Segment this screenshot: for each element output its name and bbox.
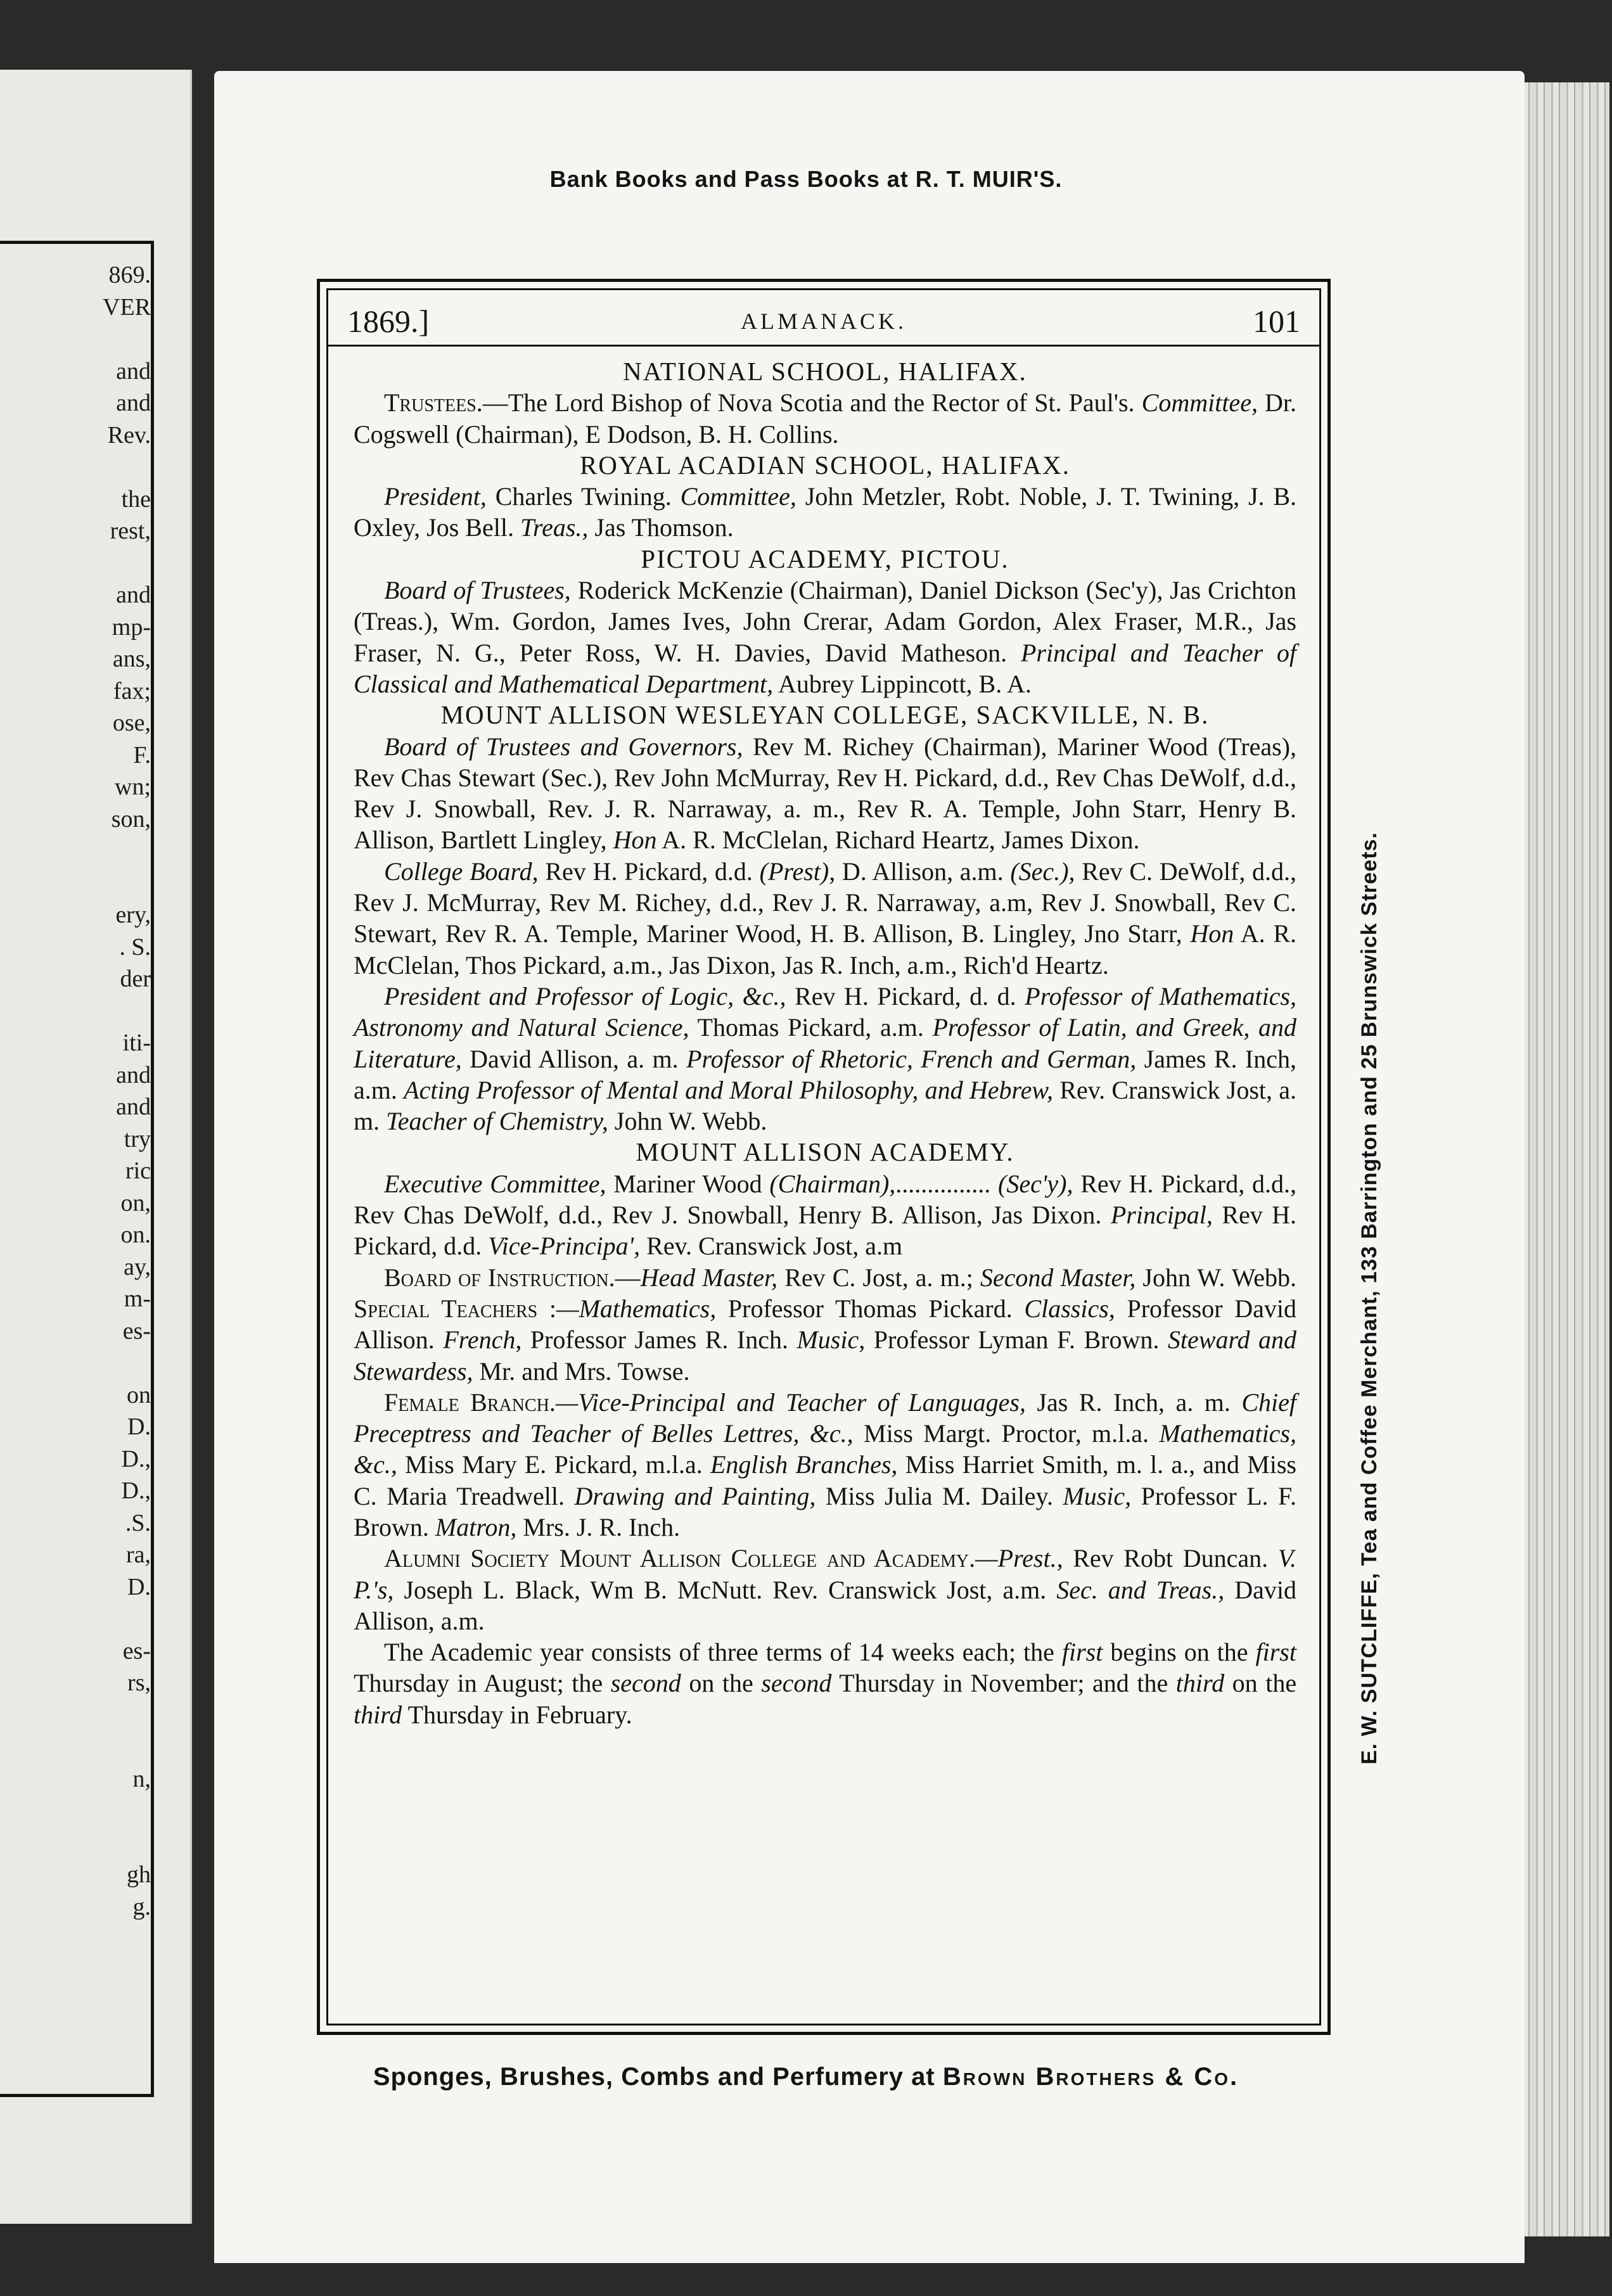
mathematics-label: Mathematics, &c., — [354, 1419, 1296, 1479]
left-page-line: the — [121, 485, 151, 513]
dash: — — [615, 1263, 641, 1292]
matron-text: Mrs. J. R. Inch. — [523, 1512, 681, 1541]
chemistry-teacher-text: John W. Webb. — [614, 1107, 767, 1136]
academy-executive-committee — [354, 1168, 1296, 1262]
vice-principal-label: Vice-Principa', — [488, 1232, 641, 1261]
header-title: ALMANACK. — [740, 309, 907, 334]
prest-label: —Prest., — [975, 1544, 1063, 1573]
bottom-advertisement — [0, 2063, 1612, 2091]
text-frame-inner — [326, 288, 1321, 2025]
classics-label: Classics, — [1024, 1294, 1115, 1323]
left-page-line: gh — [127, 1861, 151, 1888]
left-page-line: iti- — [122, 1030, 151, 1056]
pictou-academy-entry — [354, 575, 1296, 699]
note-text: The Academic year consists of three terms of 14 weeks each; the — [384, 1638, 1054, 1667]
left-page-line: on, — [120, 1189, 151, 1216]
page-content — [354, 356, 1296, 1730]
heading-mount-allison-college: MOUNT ALLISON WESLEYAN COLLEGE, SACKVILLE, N. B. — [440, 700, 1210, 730]
left-page-line: and — [116, 582, 151, 608]
left-page-line: m- — [124, 1285, 151, 1312]
drawing-text: Miss Julia M. Dailey. — [825, 1481, 1053, 1510]
note-text: on the — [1232, 1669, 1297, 1698]
left-page-line: D. — [127, 1413, 151, 1440]
side-advertisement: E. W. SUTCLIFFE, Tea and Coffee Merchant, 133 Barrington and 25 Brunswick Streets. — [1357, 832, 1381, 1764]
trustees-text: —The Lord Bishop of Nova Scotia and the Rector of St. Paul's. — [482, 388, 1135, 418]
left-page-line: rs, — [127, 1669, 151, 1696]
college-board-text: A. R. McClelan, Thos Pickard, a.m., Jas Dixon, Jas R. Inch, a.m., Rich'd Heartz. — [354, 919, 1297, 979]
hon-label: Hon — [613, 826, 657, 855]
board-text: Rev M. Richey (Chairman), Mariner Wood (Treas), Rev Chas Stewart (Sec.), Rev John McMurray, Rev H. Pickard, d.d., Rev Chas DeWolf, d.d., Rev J. Snowball, Rev. J. R. Narraway, a. m., Rev R. A. Temple, John Starr, Henry B. Allison, Bartlett Lingley, — [354, 732, 1296, 855]
left-page-line: and — [116, 1094, 151, 1120]
board-text: Roderick McKenzie (Chairman), Daniel Dickson (Sec'y), Jas Crichton (Treas.), Wm. Gordon, James Ives, John Crerar, Adam Gordon, Alex Fraser, M.R., Jas Fraser, N. G., Peter Ross, W. H. Davies, David Matheson. — [354, 576, 1296, 667]
rhetoric-professor-label: Professor of Rhetoric, French and German, — [686, 1044, 1137, 1073]
sec-treas-text: David Allison, a.m. — [354, 1575, 1297, 1635]
head-master-label: Head Master, — [640, 1263, 778, 1292]
principal-text: Rev H. Pickard, d.d. — [354, 1201, 1297, 1261]
note-emphasis: third — [354, 1700, 402, 1729]
treasurer-text: Jas Thomson. — [594, 513, 734, 542]
treasurer-label: Treas., — [520, 513, 589, 542]
chief-preceptress-text: Miss Margt. Proctor, m.l.a. — [864, 1419, 1149, 1448]
sec-treas-label: Sec. and Treas., — [1056, 1575, 1225, 1604]
sec-label: (Sec.), — [1010, 857, 1075, 886]
latin-professor-text: David Allison, a. m. — [470, 1044, 679, 1073]
vice-presidents-text: Joseph L. Black, Wm B. McNutt. Rev. Cranswick Jost, a.m. — [404, 1575, 1047, 1604]
text-frame — [317, 279, 1331, 2035]
female-branch-label: Female Branch. — [384, 1387, 556, 1417]
mathematics-text: Professor Thomas Pickard. — [727, 1294, 1013, 1323]
academy-female-branch — [354, 1387, 1296, 1543]
college-faculty — [354, 981, 1296, 1137]
heading-mount-allison-academy: MOUNT ALLISON ACADEMY. — [636, 1137, 1014, 1167]
left-page-line: wn; — [115, 774, 151, 800]
left-page-line: g. — [132, 1893, 151, 1920]
leader-dots: ............... — [895, 1169, 991, 1198]
philosophy-professor-label: Acting Professor of Mental and Moral Philosophy, and Hebrew, — [404, 1075, 1054, 1104]
left-page-line: VER — [103, 293, 151, 321]
french-text: Professor James R. Inch. — [530, 1325, 788, 1355]
english-text: Miss Harriet Smith, m. l. a., and Miss C. Maria Treadwell. — [354, 1450, 1296, 1510]
left-page-line: der — [120, 966, 151, 992]
heading-national-school: NATIONAL SCHOOL, HALIFAX. — [623, 357, 1027, 386]
left-page-line: 869. — [108, 262, 151, 288]
left-page-line: on — [127, 1381, 151, 1408]
academic-year-note — [354, 1636, 1296, 1730]
left-page-line: and — [116, 390, 151, 416]
prest-label: (Prest), — [759, 857, 836, 886]
left-page-line: ery, — [115, 902, 151, 928]
english-label: English Branches, — [710, 1450, 898, 1479]
note-text: Thursday in November; and the — [839, 1669, 1168, 1698]
college-board-text: Rev H. Pickard, d.d. — [545, 857, 753, 886]
left-page-line: rest, — [110, 518, 151, 544]
principal-label: Principal, — [1110, 1201, 1213, 1230]
alumni-society-label: Alumni Society Mount Allison College and Academy. — [384, 1544, 976, 1573]
bottom-advert-text: Sponges, Brushes, Combs and Perfumery at — [373, 2063, 943, 2091]
left-page-line: ay, — [124, 1253, 151, 1280]
chief-preceptress-label: Chief Preceptress and Teacher of Belles Lettres, &c., — [354, 1387, 1297, 1448]
left-page-line: ra, — [125, 1541, 151, 1568]
header-rule — [328, 345, 1319, 347]
board-label: Board of Trustees and Governors, — [384, 732, 743, 761]
committee-text: John Metzler, Robt. Noble, J. T. Twining, J. B. Oxley, Jos Bell. — [354, 482, 1297, 542]
chairman-label: (Chairman), — [769, 1169, 896, 1198]
note-emphasis: first — [1061, 1638, 1103, 1667]
secy-label: (Sec'y), — [998, 1169, 1073, 1198]
page-edges — [1514, 82, 1609, 2236]
left-page-line: D., — [121, 1477, 151, 1504]
principal-label: Principal and Teacher of Classical and Mathematical Department, — [354, 638, 1297, 698]
academy-board-of-instruction — [354, 1262, 1296, 1387]
page-number: 101 — [1253, 303, 1300, 339]
exec-committee-text: Mariner Wood — [613, 1169, 762, 1198]
vice-principal-text: Rev. Cranswick Jost, a.m — [646, 1232, 903, 1261]
note-emphasis: third — [1175, 1669, 1225, 1698]
board-tail: A. R. McClelan, Richard Heartz, James Dixon. — [662, 826, 1140, 855]
president-label: President and Professor of Logic, &c., — [384, 981, 786, 1011]
head-master-text: Rev C. Jost, a. m.; — [784, 1263, 973, 1292]
board-of-instruction-label: Board of Instruction. — [384, 1263, 615, 1292]
left-page-line: D., — [121, 1445, 151, 1472]
math-professor-text: Thomas Pickard, a.m. — [697, 1013, 924, 1042]
left-facing-page — [0, 70, 192, 2224]
left-page-line: ric — [125, 1158, 151, 1184]
principal-text: Aubrey Lippincott, B. A. — [777, 669, 1032, 698]
left-page-line: F. — [133, 741, 151, 769]
left-page-line: . S. — [119, 933, 151, 960]
left-page-line: D. — [127, 1573, 151, 1600]
left-page-line: and — [116, 1061, 151, 1088]
matron-label: Matron, — [435, 1512, 517, 1541]
heading-royal-acadian-school: ROYAL ACADIAN SCHOOL, HALIFAX. — [579, 450, 1071, 480]
french-label: French, — [443, 1325, 522, 1355]
steward-label: Steward and Stewardess, — [354, 1325, 1297, 1386]
left-page-line: mp- — [112, 613, 151, 641]
mathematics-label: —Mathematics, — [556, 1294, 717, 1323]
left-page-line: es- — [122, 1637, 151, 1664]
college-board-text: D. Allison, a.m. — [841, 857, 1004, 886]
music-text: Professor Lyman F. Brown. — [873, 1325, 1160, 1355]
math-professor-label: Professor of Mathematics, Astronomy and Natural Science, — [354, 981, 1296, 1042]
philosophy-professor-text: Rev. Cranswick Jost, a. m. — [354, 1075, 1297, 1136]
second-master-label: Second Master, — [980, 1263, 1136, 1292]
music-label: Music, — [1063, 1481, 1132, 1510]
note-text: Thursday in February. — [407, 1700, 632, 1729]
trustees-label: Trustees. — [384, 388, 483, 418]
board-label: Board of Trustees, — [384, 576, 571, 605]
drawing-label: Drawing and Painting, — [574, 1481, 816, 1510]
vice-presidents-label: V. P.'s, — [354, 1544, 1296, 1604]
exec-committee-label: Executive Committee, — [384, 1169, 606, 1198]
left-page-line: on. — [120, 1221, 151, 1248]
heading-pictou-academy: PICTOU ACADEMY, PICTOU. — [641, 544, 1009, 573]
mathematics-text: Miss Mary E. Pickard, m.l.a. — [405, 1450, 703, 1479]
music-text: Professor L. F. Brown. — [354, 1481, 1296, 1541]
left-page-line: fax; — [113, 677, 151, 705]
music-label: Music, — [796, 1325, 866, 1355]
president-label: President, — [384, 482, 487, 511]
note-emphasis: first — [1255, 1638, 1296, 1667]
classics-text: Professor David Allison. — [354, 1294, 1296, 1355]
note-text: begins on the — [1110, 1638, 1248, 1667]
prest-text: Rev Robt Duncan. — [1073, 1544, 1269, 1573]
header-year: 1869.] — [347, 303, 430, 339]
note-emphasis: second — [761, 1669, 832, 1698]
left-page-line: and — [116, 357, 151, 385]
vice-principal-text: Jas R. Inch, a. m. — [1037, 1387, 1231, 1417]
college-board-label: College Board, — [384, 857, 539, 886]
college-board-text: Rev C. DeWolf, d.d., Rev J. McMurray, Rev M. Richey, d.d., Rev J. R. Narraway, a.m, Rev J. Snowball, Rev C. Stewart, Rev R. A. Temple, Mariner Wood, H. B. Allison, B. Lingley, Jno Starr, — [354, 857, 1297, 948]
hon-label: Hon — [1190, 919, 1234, 948]
college-board — [354, 856, 1296, 981]
left-page-line: ose, — [112, 710, 151, 736]
steward-text: Mr. and Mrs. Towse. — [479, 1356, 690, 1386]
committee-text: Dr. Cogswell (Chairman), E Dodson, B. H. Collins. — [354, 388, 1297, 449]
left-page-line: ans, — [112, 646, 151, 672]
left-page-line: try — [124, 1125, 151, 1152]
special-teachers-label: Special Teachers : — [354, 1294, 557, 1323]
note-text: on the — [689, 1669, 753, 1698]
note-text: Thursday in August; the — [354, 1669, 603, 1698]
committee-label: Committee, — [680, 482, 796, 511]
left-page-line: es- — [122, 1317, 151, 1344]
academy-alumni-society — [354, 1543, 1296, 1636]
vice-principal-label: —Vice-Principal and Teacher of Languages, — [555, 1387, 1026, 1417]
latin-professor-label: Professor of Latin, and Greek, and Literature, — [354, 1013, 1297, 1073]
left-page-line: son, — [111, 805, 151, 832]
president-text: Rev H. Pickard, d. d. — [795, 981, 1016, 1011]
top-advertisement: Bank Books and Pass Books at R. T. MUIR'S. — [549, 166, 1063, 192]
chemistry-teacher-label: Teacher of Chemistry, — [386, 1107, 608, 1136]
national-school-entry — [354, 387, 1296, 450]
college-board-of-trustees — [354, 731, 1296, 856]
left-page-line: .S. — [125, 1509, 151, 1536]
second-master-text: John W. Webb. — [1142, 1263, 1297, 1292]
rhetoric-professor-text: James R. Inch, a.m. — [354, 1044, 1297, 1104]
left-page-line: n, — [132, 1765, 151, 1792]
note-emphasis: second — [610, 1669, 681, 1698]
committee-label: Committee, — [1141, 388, 1258, 418]
left-page-line: Rev. — [107, 421, 151, 449]
president-text: Charles Twining. — [495, 482, 672, 511]
royal-acadian-entry — [354, 481, 1296, 544]
bottom-advert-firm: Brown Brothers & Co. — [942, 2063, 1239, 2091]
exec-committee-text: Rev H. Pickard, d.d., Rev Chas DeWolf, d.d., Rev J. Snowball, Henry B. Allison, Jas Dixon. — [354, 1169, 1297, 1230]
running-header — [347, 300, 1300, 342]
